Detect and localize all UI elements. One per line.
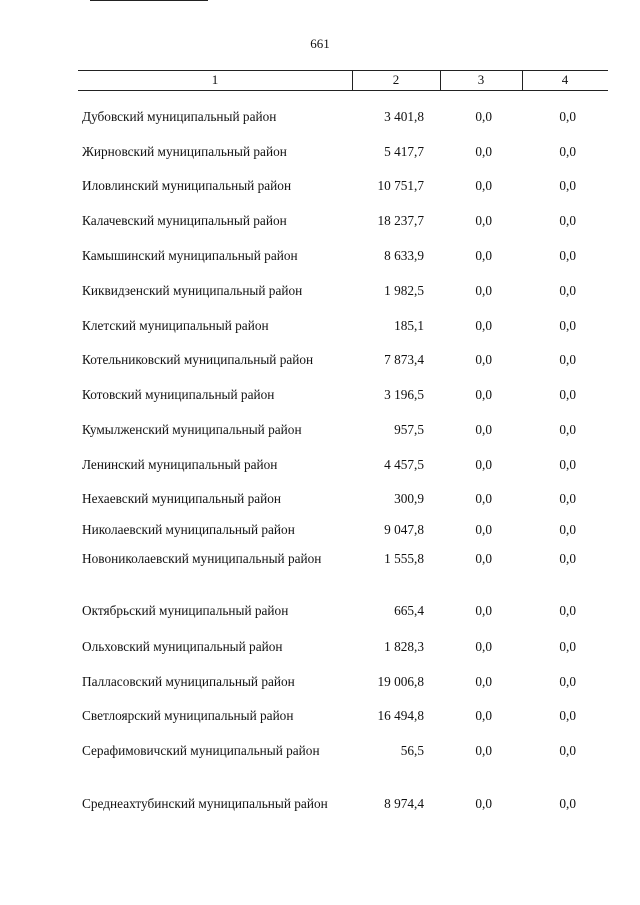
row-name: Камышинский муниципальный район bbox=[82, 248, 298, 263]
row-value-col3: 0,0 bbox=[475, 144, 492, 159]
row-value-col2: 185,1 bbox=[394, 318, 424, 333]
row-name: Иловлинский муниципальный район bbox=[82, 178, 292, 193]
row-value-col3: 0,0 bbox=[475, 178, 492, 193]
row-value-col3: 0,0 bbox=[475, 387, 492, 402]
row-value-col4: 0,0 bbox=[559, 248, 576, 263]
row-name: Палласовский муниципальный район bbox=[82, 674, 295, 689]
row-value-col4: 0,0 bbox=[559, 491, 576, 506]
row-name: Кумылженский муниципальный район bbox=[82, 422, 302, 437]
row-value-col3: 0,0 bbox=[475, 318, 492, 333]
row-value-col2: 7 873,4 bbox=[384, 352, 424, 367]
row-value-col3: 0,0 bbox=[475, 109, 492, 124]
row-name: Калачевский муниципальный район bbox=[82, 213, 287, 228]
column-header-3: 3 bbox=[477, 72, 485, 87]
row-value-col3: 0,0 bbox=[475, 457, 492, 472]
row-name: Клетский муниципальный район bbox=[82, 318, 269, 333]
row-name: Ленинский муниципальный район bbox=[82, 457, 278, 472]
row-value-col2: 5 417,7 bbox=[384, 144, 424, 159]
row-value-col4: 0,0 bbox=[559, 283, 576, 298]
row-value-col4: 0,0 bbox=[559, 422, 576, 437]
row-value-col2: 1 982,5 bbox=[384, 283, 424, 298]
row-value-col4: 0,0 bbox=[559, 796, 576, 811]
row-name: Николаевский муниципальный район bbox=[82, 522, 295, 537]
row-value-col2: 1 828,3 bbox=[384, 639, 424, 654]
row-value-col3: 0,0 bbox=[475, 491, 492, 506]
row-name: Ольховский муниципальный район bbox=[82, 639, 283, 654]
row-value-col4: 0,0 bbox=[559, 213, 576, 228]
column-header-4: 4 bbox=[561, 72, 569, 87]
row-value-col4: 0,0 bbox=[559, 603, 576, 618]
row-value-col3: 0,0 bbox=[475, 603, 492, 618]
row-value-col2: 56,5 bbox=[400, 743, 424, 758]
row-value-col4: 0,0 bbox=[559, 551, 576, 566]
row-name: Светлоярский муниципальный район bbox=[82, 708, 294, 723]
row-name: Новониколаевский муниципальный район bbox=[82, 551, 322, 566]
row-value-col2: 300,9 bbox=[394, 491, 424, 506]
row-value-col4: 0,0 bbox=[559, 178, 576, 193]
row-name: Серафимовичский муниципальный район bbox=[82, 743, 320, 758]
row-name: Октябрьский муниципальный район bbox=[82, 603, 289, 618]
row-value-col2: 10 751,7 bbox=[377, 178, 424, 193]
row-value-col2: 19 006,8 bbox=[377, 674, 424, 689]
row-value-col3: 0,0 bbox=[475, 248, 492, 263]
row-value-col3: 0,0 bbox=[475, 422, 492, 437]
row-name: Котельниковский муниципальный район bbox=[82, 352, 314, 367]
row-name: Дубовский муниципальный район bbox=[82, 109, 277, 124]
row-value-col3: 0,0 bbox=[475, 639, 492, 654]
row-name: Среднеахтубинский муниципальный район bbox=[82, 796, 328, 811]
row-value-col3: 0,0 bbox=[475, 743, 492, 758]
row-value-col3: 0,0 bbox=[475, 674, 492, 689]
row-value-col2: 8 974,4 bbox=[384, 796, 424, 811]
row-value-col2: 957,5 bbox=[394, 422, 424, 437]
row-value-col3: 0,0 bbox=[475, 283, 492, 298]
column-header-2: 2 bbox=[392, 72, 400, 87]
row-value-col3: 0,0 bbox=[475, 213, 492, 228]
row-name: Котовский муниципальный район bbox=[82, 387, 275, 402]
row-value-col2: 18 237,7 bbox=[377, 213, 424, 228]
row-value-col4: 0,0 bbox=[559, 109, 576, 124]
row-value-col4: 0,0 bbox=[559, 457, 576, 472]
row-value-col3: 0,0 bbox=[475, 352, 492, 367]
row-value-col4: 0,0 bbox=[559, 387, 576, 402]
row-value-col2: 1 555,8 bbox=[384, 551, 424, 566]
row-value-col3: 0,0 bbox=[475, 522, 492, 537]
row-value-col2: 8 633,9 bbox=[384, 248, 424, 263]
row-value-col4: 0,0 bbox=[559, 743, 576, 758]
top-rule bbox=[90, 0, 208, 1]
row-value-col2: 3 401,8 bbox=[384, 109, 424, 124]
row-name: Жирновский муниципальный район bbox=[82, 144, 287, 159]
row-value-col2: 16 494,8 bbox=[377, 708, 424, 723]
row-value-col2: 665,4 bbox=[394, 603, 424, 618]
row-value-col4: 0,0 bbox=[559, 352, 576, 367]
row-name: Нехаевский муниципальный район bbox=[82, 491, 282, 506]
row-value-col3: 0,0 bbox=[475, 796, 492, 811]
page-number: 661 bbox=[310, 36, 330, 51]
row-value-col4: 0,0 bbox=[559, 318, 576, 333]
row-name: Киквидзенский муниципальный район bbox=[82, 283, 303, 298]
header-bottom-rule bbox=[78, 90, 608, 91]
row-value-col4: 0,0 bbox=[559, 639, 576, 654]
column-header-1: 1 bbox=[211, 72, 219, 87]
row-value-col2: 9 047,8 bbox=[384, 522, 424, 537]
header-top-rule bbox=[78, 70, 608, 71]
row-value-col3: 0,0 bbox=[475, 551, 492, 566]
row-value-col4: 0,0 bbox=[559, 144, 576, 159]
row-value-col4: 0,0 bbox=[559, 522, 576, 537]
row-value-col3: 0,0 bbox=[475, 708, 492, 723]
row-value-col2: 4 457,5 bbox=[384, 457, 424, 472]
row-value-col4: 0,0 bbox=[559, 708, 576, 723]
row-value-col4: 0,0 bbox=[559, 674, 576, 689]
row-value-col2: 3 196,5 bbox=[384, 387, 424, 402]
